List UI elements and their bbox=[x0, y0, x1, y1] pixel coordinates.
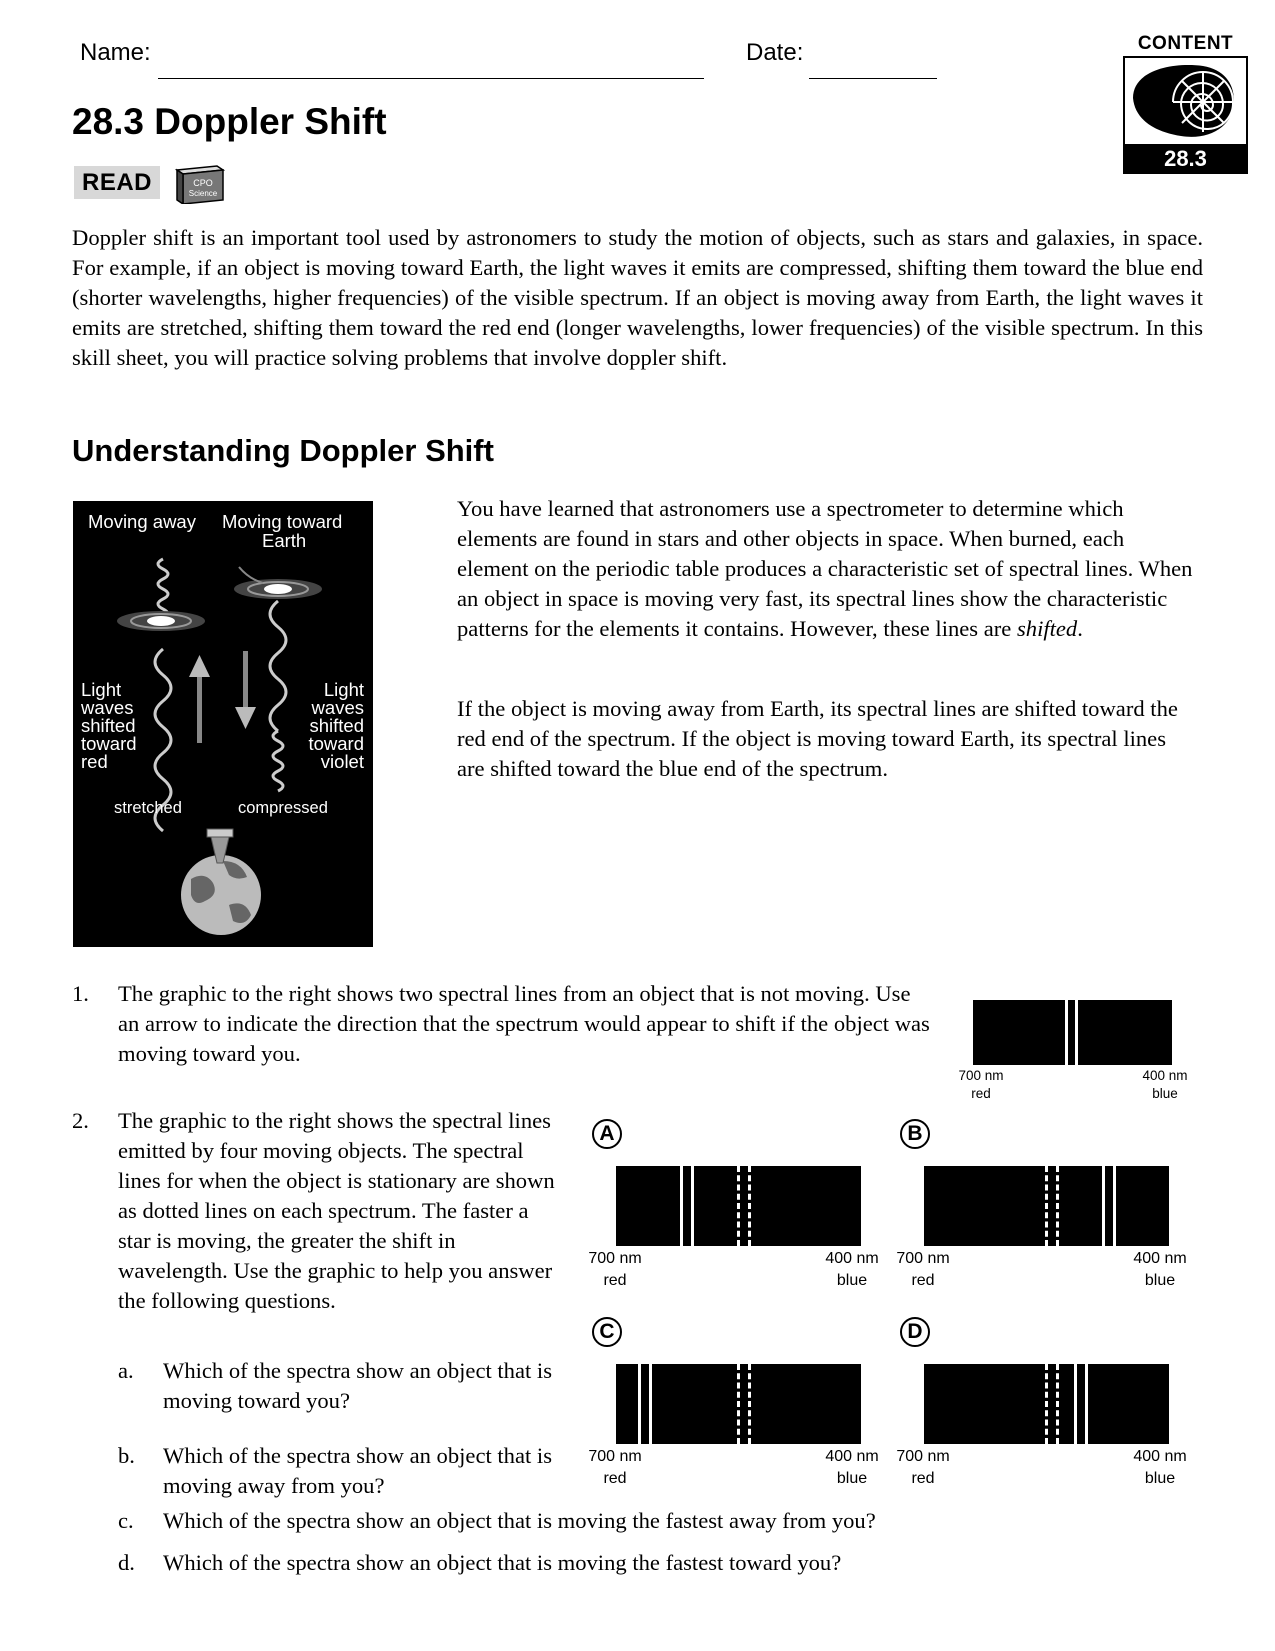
spectral-line bbox=[649, 1364, 652, 1444]
earth-label: Earth bbox=[262, 530, 307, 551]
spectrum-c-label: C bbox=[592, 1317, 622, 1347]
content-badge bbox=[1123, 33, 1248, 174]
date-label: Date: bbox=[746, 39, 804, 66]
q2b-letter: b. bbox=[118, 1443, 135, 1468]
spectrum-d[interactable] bbox=[924, 1364, 1169, 1444]
right-label-4: toward bbox=[308, 733, 364, 754]
stretched-label: stretched bbox=[114, 799, 182, 817]
q1-text: The graphic to the right shows two spectral lines from an object that is not moving. Use an arrow to indicate the direction that the spectrum would appear to shift if the object was moving toward you. bbox=[118, 981, 930, 1066]
left-galaxy-icon bbox=[117, 611, 205, 631]
right-label-3: shifted bbox=[309, 715, 364, 736]
moving-toward-label: Moving toward bbox=[222, 511, 343, 532]
spectrum-c[interactable] bbox=[616, 1364, 861, 1444]
spectrum-d-blue-label: 400 nm blue bbox=[1133, 1448, 1187, 1487]
compressed-label: compressed bbox=[238, 799, 328, 817]
q2b-text: Which of the spectra show an object that is moving away from you? bbox=[163, 1443, 552, 1498]
q2a-letter: a. bbox=[118, 1358, 134, 1383]
right-label-1: Light bbox=[323, 679, 364, 700]
q1-number: 1. bbox=[72, 981, 89, 1006]
q2-text: The graphic to the right shows the spectral lines emitted by four moving objects. The spectral lines for when the object is stationary are shown as dotted lines on each spectrum. The faster a star is moving, the greater the shift in wavelength. Use the graphic to help you answer the following questions. bbox=[118, 1108, 555, 1313]
name-field[interactable] bbox=[158, 78, 704, 79]
spectral-line bbox=[680, 1166, 683, 1246]
q1-red-label: 700 nm red bbox=[958, 1068, 1004, 1101]
spectrometer-paragraph: You have learned that astronomers use a spectrometer to determine which elements are found in stars and other objects in space. When burned, each element on the periodic table produces a characteristic set of spectral lines. When an object in space is moving very fast, its spectral lines show the characteristic patterns for the elements it contains. However, these lines are shifted. bbox=[457, 496, 1193, 641]
q2d-letter: d. bbox=[118, 1550, 135, 1575]
spectrum-c-red-label: 700 nm red bbox=[588, 1448, 642, 1487]
spectrum-b-blue-label: 400 nm blue bbox=[1133, 1250, 1187, 1289]
q1-spectrum[interactable] bbox=[973, 1000, 1172, 1065]
read-label: READ bbox=[74, 166, 160, 199]
right-stretched-wave bbox=[270, 601, 286, 731]
book-icon bbox=[171, 160, 227, 209]
intro-paragraph: Doppler shift is an important tool used by astronomers to study the motion of objects, such as stars and galaxies, in space. For example, if an object is moving toward Earth, the light waves it emits are compressed, shifting them toward the blue end (shorter wavelengths, higher frequencies) of the visible spectrum. If an object is moving away from Earth, the light waves it emits are stretched, shifting them toward the red end (longer wavelengths, lower frequencies) of the visible spectrum. In this skill sheet, you will practice solving problems that involve doppler shift. bbox=[72, 225, 1203, 370]
right-label-2: waves bbox=[311, 697, 364, 718]
spectrum-d-label: D bbox=[900, 1317, 930, 1347]
badge-number: 28.3 bbox=[1123, 144, 1248, 174]
q2c-text: Which of the spectra show an object that is moving the fastest away from you? bbox=[163, 1508, 876, 1533]
spectral-line bbox=[1065, 1000, 1068, 1065]
stationary-line bbox=[1056, 1166, 1059, 1246]
stationary-line bbox=[737, 1166, 740, 1246]
stationary-line bbox=[1045, 1166, 1048, 1246]
book-text: CPO bbox=[193, 178, 213, 188]
spectral-line bbox=[1075, 1000, 1078, 1065]
right-galaxy-icon bbox=[234, 567, 322, 599]
page-title: 28.3 Doppler Shift bbox=[72, 101, 387, 142]
spectrum-a-blue-label: 400 nm blue bbox=[825, 1250, 879, 1289]
spectral-line bbox=[638, 1364, 641, 1444]
shift-direction-paragraph: If the object is moving away from Earth, its spectral lines are shifted toward the red end of the spectrum. If the object is moving toward Earth, its spectral lines are shifted toward the blue end of the spectrum. bbox=[457, 696, 1178, 781]
q1-blue-label: 400 nm blue bbox=[1142, 1068, 1188, 1101]
left-label-4: toward bbox=[81, 733, 137, 754]
svg-text:Science: Science bbox=[188, 189, 218, 198]
spectral-line bbox=[1074, 1364, 1077, 1444]
q2d-text: Which of the spectra show an object that is moving the fastest toward you? bbox=[163, 1550, 842, 1575]
stationary-line bbox=[1045, 1364, 1048, 1444]
date-field[interactable] bbox=[809, 78, 937, 79]
nautilus-shell-icon bbox=[1123, 56, 1248, 144]
left-label-5: red bbox=[81, 751, 108, 772]
name-label: Name: bbox=[80, 39, 151, 66]
right-compressed-wave bbox=[273, 731, 283, 791]
right-label-5: violet bbox=[320, 751, 364, 772]
spectrum-b[interactable] bbox=[924, 1166, 1169, 1246]
spectrum-d-red-label: 700 nm red bbox=[896, 1448, 950, 1487]
read-banner bbox=[74, 166, 218, 199]
spectrum-b-red-label: 700 nm red bbox=[896, 1250, 950, 1289]
doppler-figure bbox=[73, 501, 373, 947]
spectral-line bbox=[1102, 1166, 1105, 1246]
badge-label: CONTENT bbox=[1137, 33, 1234, 54]
spectrum-b-label: B bbox=[900, 1119, 930, 1149]
stationary-line bbox=[748, 1364, 751, 1444]
spectral-line bbox=[1113, 1166, 1116, 1246]
spectral-line bbox=[1085, 1364, 1088, 1444]
stationary-line bbox=[1056, 1364, 1059, 1444]
q2c-letter: c. bbox=[118, 1508, 134, 1533]
moving-away-label: Moving away bbox=[88, 511, 196, 532]
left-label-1: Light bbox=[81, 679, 122, 700]
q2a-text: Which of the spectra show an object that is moving toward you? bbox=[163, 1358, 552, 1413]
up-arrow-icon bbox=[189, 655, 210, 743]
left-label-2: waves bbox=[81, 697, 134, 718]
section-title: Understanding Doppler Shift bbox=[72, 433, 494, 468]
spectrum-c-blue-label: 400 nm blue bbox=[825, 1448, 879, 1487]
spectral-line bbox=[691, 1166, 694, 1246]
earth-icon bbox=[181, 855, 261, 935]
q2-number: 2. bbox=[72, 1108, 89, 1133]
spectrum-a-red-label: 700 nm red bbox=[588, 1250, 642, 1289]
stationary-line bbox=[737, 1364, 740, 1444]
spectrum-a-label: A bbox=[592, 1119, 622, 1149]
left-label-3: shifted bbox=[81, 715, 136, 736]
spectrum-a[interactable] bbox=[616, 1166, 861, 1246]
stationary-line bbox=[748, 1166, 751, 1246]
down-arrow-icon bbox=[235, 651, 256, 729]
